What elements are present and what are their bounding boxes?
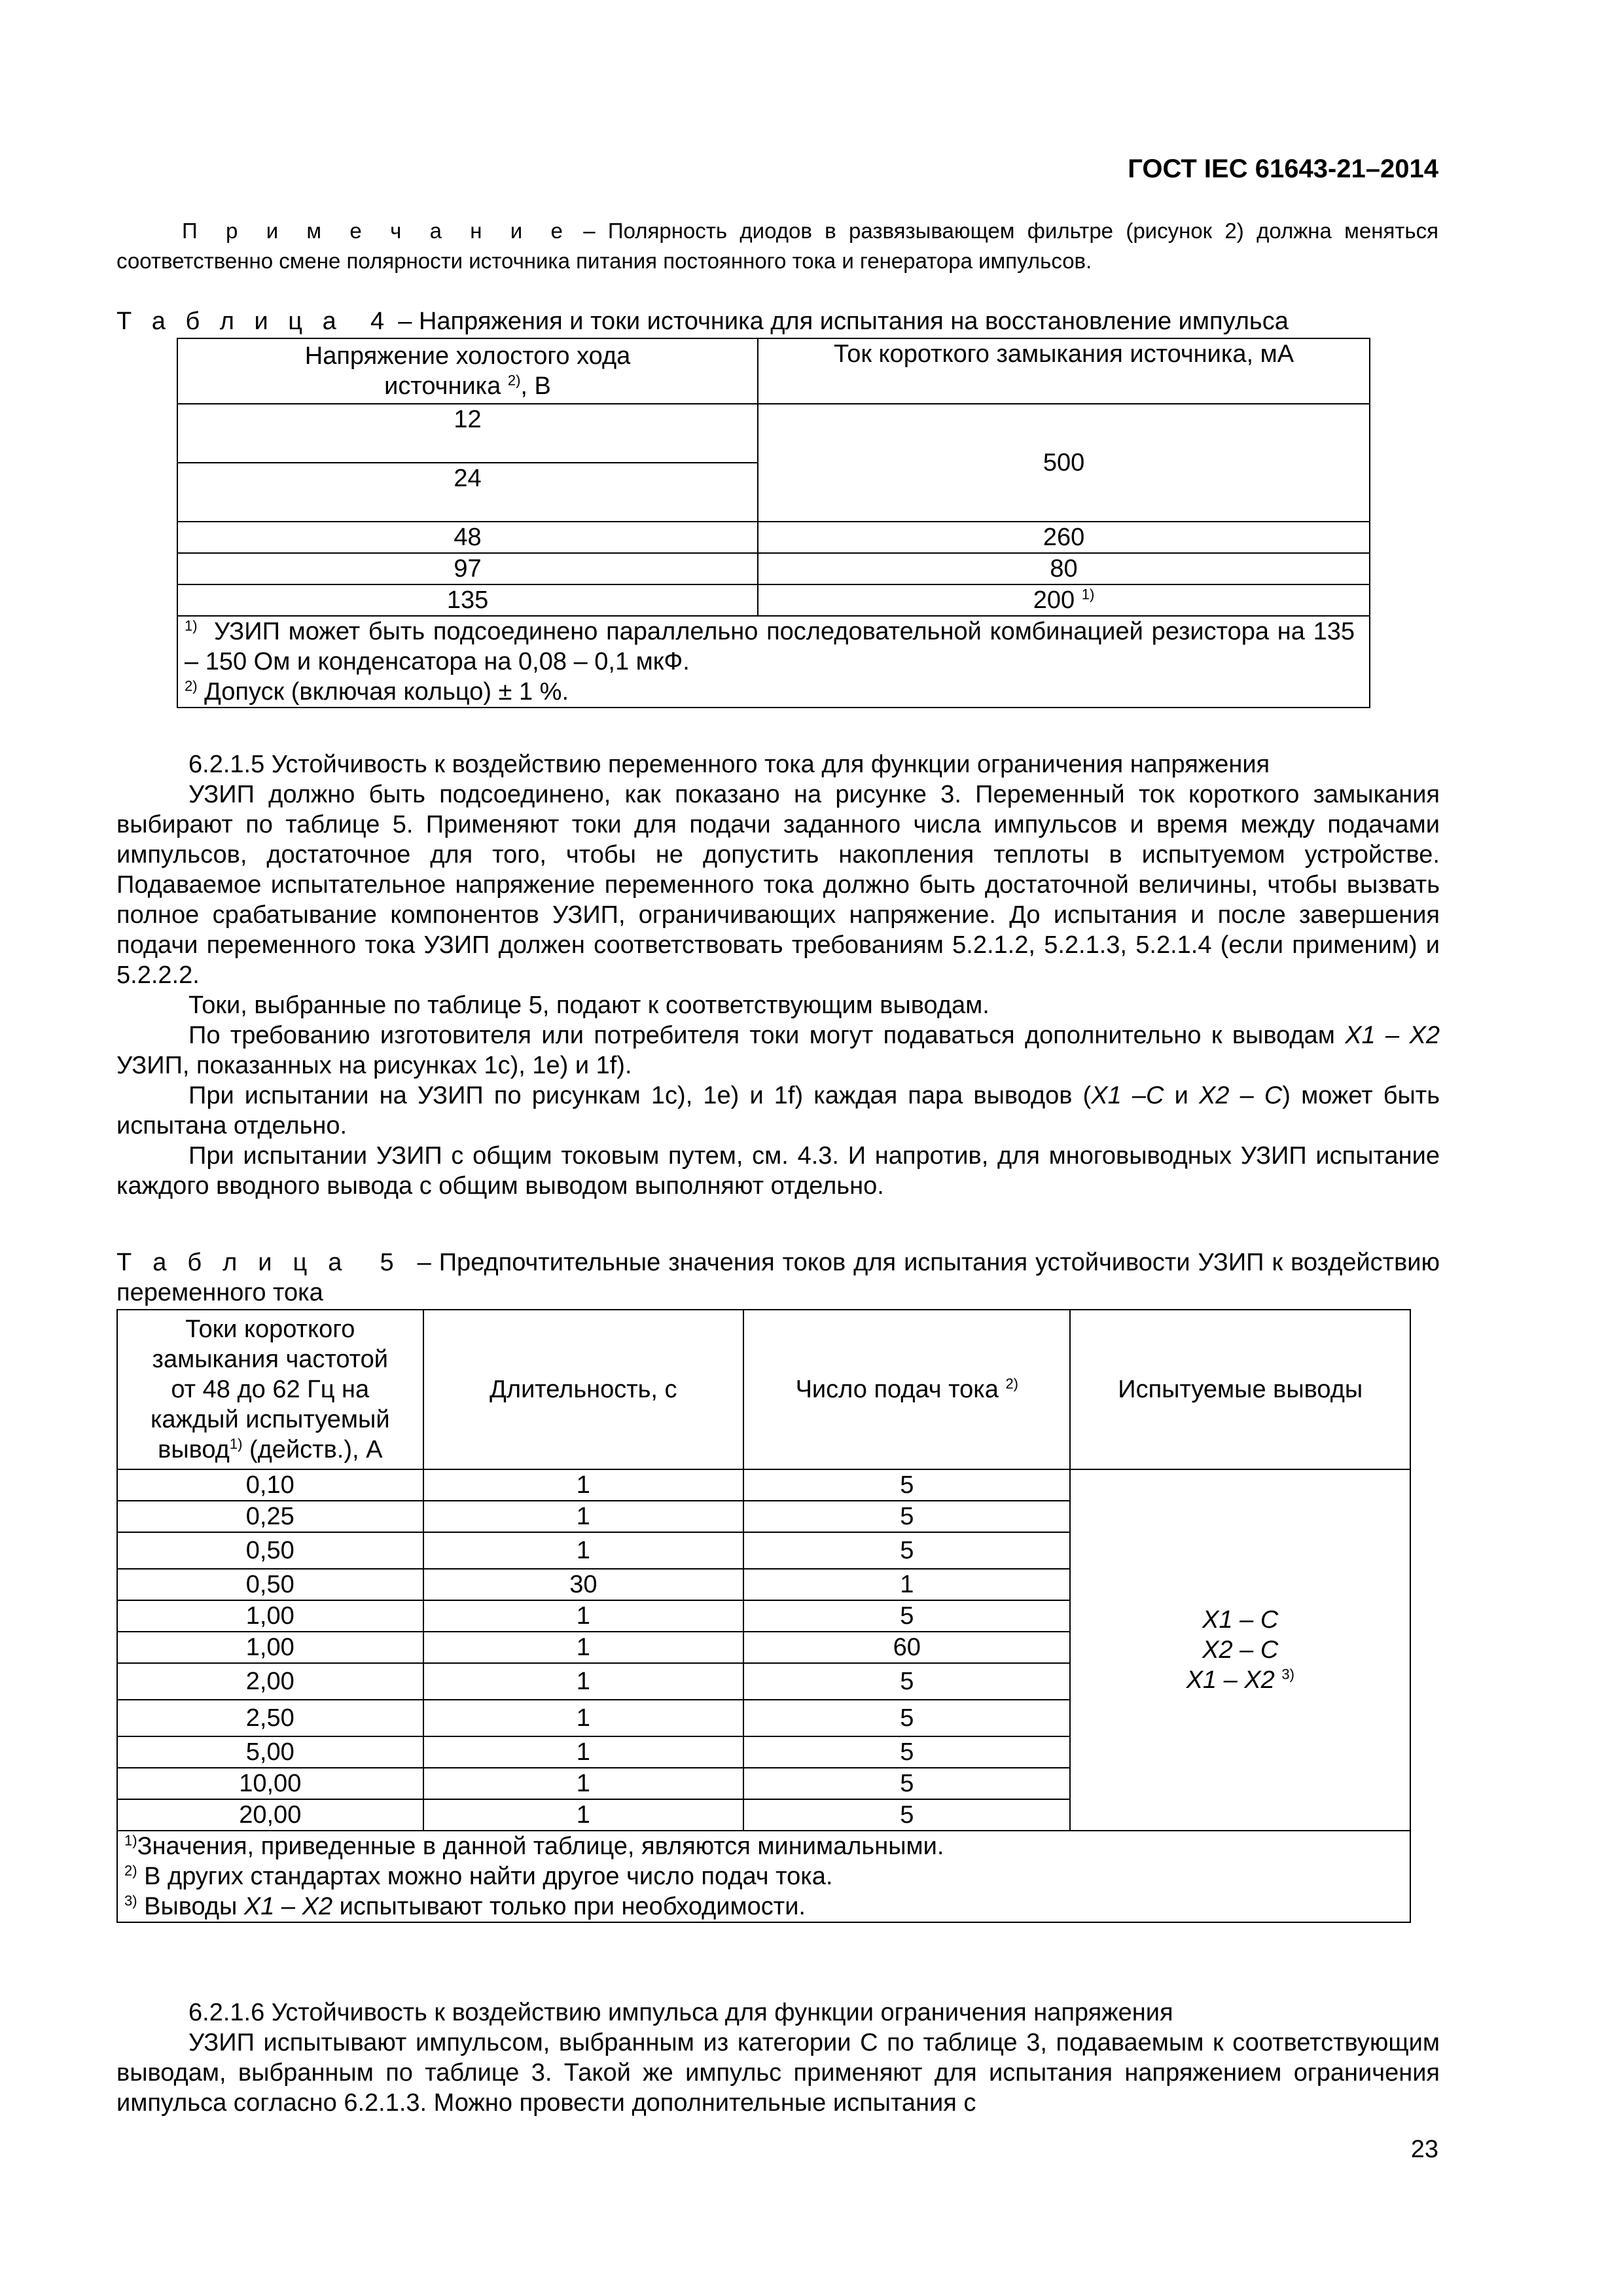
note-text: – Полярность диодов в развязывающем фильтре (рисунок 2) должна меняться соответственно смене полярности источника питания постоянного тока и генератора импульсов. (116, 219, 1438, 273)
table5-cell: 0,10 (117, 1469, 423, 1501)
table5-cell: 1 (423, 1736, 744, 1768)
section-6216-heading: 6.2.1.6 Устойчивость к воздействию импульса для функции ограничения напряжения (188, 1999, 1173, 2026)
table5-header-terminals: Испытуемые выводы (1070, 1310, 1410, 1469)
table4-header-voltage: Напряжение холостого хода источника $^{2)}$, В (177, 338, 758, 404)
table5-cell: 5,00 (117, 1736, 423, 1768)
table5-cell: 20,00 (117, 1799, 423, 1831)
table4-cell-current: 80 (758, 553, 1370, 584)
table5-caption-label: Т а б л и ц а (116, 1249, 349, 1276)
table4-cell-current: 500 (758, 404, 1370, 522)
table4-footnote-2: $^{2)}$ Допуск (включая кольцо) ± 1 %. (185, 677, 569, 706)
table5-cell: 1 (423, 1600, 744, 1632)
table5-header-current: Токи короткого замыкания частотой от 48 до 62 Гц на каждый испытуемый вывод$^{1)}$ (действ.), А (117, 1310, 423, 1469)
table5-cell: 5 (743, 1736, 1070, 1768)
section-6215-paragraph: Токи, выбранные по таблице 5, подают к соответствующим выводам. (188, 992, 990, 1019)
table4-footnotes (177, 616, 1370, 708)
table5-cell: 5 (743, 1768, 1070, 1799)
table5-cell: 5 (743, 1532, 1070, 1569)
table5-cell: 5 (743, 1663, 1070, 1700)
table4-caption-label: Т а б л и ц а (116, 308, 343, 335)
table5-cell: 5 (743, 1799, 1070, 1831)
table4-cell-voltage: 12 (177, 404, 758, 463)
table4-cell-current: 200 $^{1)}$ (758, 584, 1370, 616)
table5 (116, 1309, 1411, 1923)
table5-cell: 5 (743, 1469, 1070, 1501)
section-6215-paragraph: УЗИП должно быть подсоединено, как показано на рисунке 3. Переменный ток короткого замыкания выбирают по таблице 5. Применяют токи для подачи заданного числа импульсов и время между подачами импульсов, достаточное для того, чтобы не допустить накопления теплоты в испытуемом устройстве. Подаваемое испытательное напряжение переменного тока должно быть достаточной величины, чтобы вызвать полное срабатывание компонентов УЗИП, ограничивающих напряжение. До испытания и после завершения подачи переменного тока УЗИП должен соответствовать требованиям 5.2.1.2, 5.2.1.3, 5.2.1.4 (если применим) и 5.2.2.2. (116, 781, 1440, 989)
table4-cell-current: 260 (758, 522, 1370, 553)
table5-cell: 5 (743, 1700, 1070, 1736)
table4-cell-voltage: 135 (177, 584, 758, 616)
table4-header-current: Ток короткого замыкания источника, мА (758, 338, 1370, 404)
table5-cell: 1 (423, 1700, 744, 1736)
table5-cell: 1 (423, 1469, 744, 1501)
document-code: ГОСТ IEC 61643-21–2014 (1128, 154, 1438, 183)
table5-cell: 30 (423, 1569, 744, 1600)
table4-cell-voltage: 97 (177, 553, 758, 584)
table5-cell: 1 (423, 1501, 744, 1532)
table4-caption-number: 4 (370, 308, 385, 335)
table5-footnote-1: $^{1)}$Значения, приведенные в данной таблице, являются минимальными. (124, 1832, 944, 1860)
table5-cell: 1,00 (117, 1632, 423, 1663)
table5-cell: 5 (743, 1600, 1070, 1632)
table5-header-duration: Длительность, с (423, 1310, 744, 1469)
table5-cell: 1 (423, 1768, 744, 1799)
table5-cell: 1 (423, 1632, 744, 1663)
table4-caption (116, 306, 1289, 336)
table4-cell-voltage: 48 (177, 522, 758, 553)
table5-cell: 0,50 (117, 1569, 423, 1600)
section-6215 (116, 749, 1440, 1201)
table5-footnote-2: $^{2)}$ В других стандартах можно найти другое число подач тока. (124, 1862, 833, 1890)
table5-caption (116, 1247, 1440, 1308)
table5-cell: 1 (743, 1569, 1070, 1600)
section-6215-paragraph: По требованию изготовителя или потребителя токи могут подаваться дополнительно к выводам X1 – X2 УЗИП, показанных на рисунках 1с), 1е) и 1f). (116, 1022, 1440, 1079)
note-paragraph (116, 216, 1438, 276)
page-number: 23 (1410, 2136, 1438, 2163)
table4-footnote-1: $^{1)}$ УЗИП может быть подсоединено параллельно последовательной комбинацией резистора на 135 – 150 Ом и конденсатора на 0,08 – 0,1 мкФ. (185, 617, 1355, 675)
section-6215-paragraph: При испытании на УЗИП по рисункам 1с), 1е) и 1f) каждая пара выводов (X1 –C и X2 – C) может быть испытана отдельно. (116, 1082, 1440, 1139)
table5-cell: 0,50 (117, 1532, 423, 1569)
section-6216 (116, 1998, 1440, 2118)
section-6215-paragraph: При испытании УЗИП с общим токовым путем, см. 4.3. И напротив, для многовыводных УЗИП испытание каждого вводного вывода с общим выводом выполняют отдельно. (116, 1142, 1440, 1200)
section-6216-paragraph: УЗИП испытывают импульсом, выбранным из категории С по таблице 3, подаваемым к соответствующим выводам, выбранным по таблице 3. Такой же импульс применяют для испытания напряжением ограничения импульса согласно 6.2.1.3. Можно провести дополнительные испытания с (116, 2029, 1440, 2117)
table5-cell: 0,25 (117, 1501, 423, 1532)
table4-cell-voltage: 24 (177, 463, 758, 522)
table5-terminals-cell: X1 – C X2 – C X1 – X2 $^{3)}$ (1070, 1469, 1410, 1831)
table5-cell: 60 (743, 1632, 1070, 1663)
table5-cell: 1 (423, 1663, 744, 1700)
table5-cell: 2,50 (117, 1700, 423, 1736)
section-6215-heading: 6.2.1.5 Устойчивость к воздействию переменного тока для функции ограничения напряжения (188, 751, 1270, 778)
table5-cell: 1 (423, 1532, 744, 1569)
table5-header-applications: Число подач тока $^{2)}$ (743, 1310, 1070, 1469)
table5-cell: 1 (423, 1799, 744, 1831)
table5-footnote-3: $^{3)}$ Выводы X1 – X2 испытывают только при необходимости. (124, 1892, 806, 1920)
table5-cell: 10,00 (117, 1768, 423, 1799)
note-label: П р и м е ч а н и е (182, 219, 571, 243)
table5-cell: 2,00 (117, 1663, 423, 1700)
table4-caption-text: – Напряжения и токи источника для испытания на восстановление импульса (398, 308, 1289, 335)
table4 (177, 338, 1370, 708)
table5-footnotes (117, 1831, 1410, 1922)
table5-cell: 5 (743, 1501, 1070, 1532)
table5-cell: 1,00 (117, 1600, 423, 1632)
table5-caption-number: 5 (380, 1249, 394, 1276)
table5-caption-text: – Предпочтительные значения токов для испытания устойчивости УЗИП к воздействию переменного тока (116, 1249, 1440, 1306)
